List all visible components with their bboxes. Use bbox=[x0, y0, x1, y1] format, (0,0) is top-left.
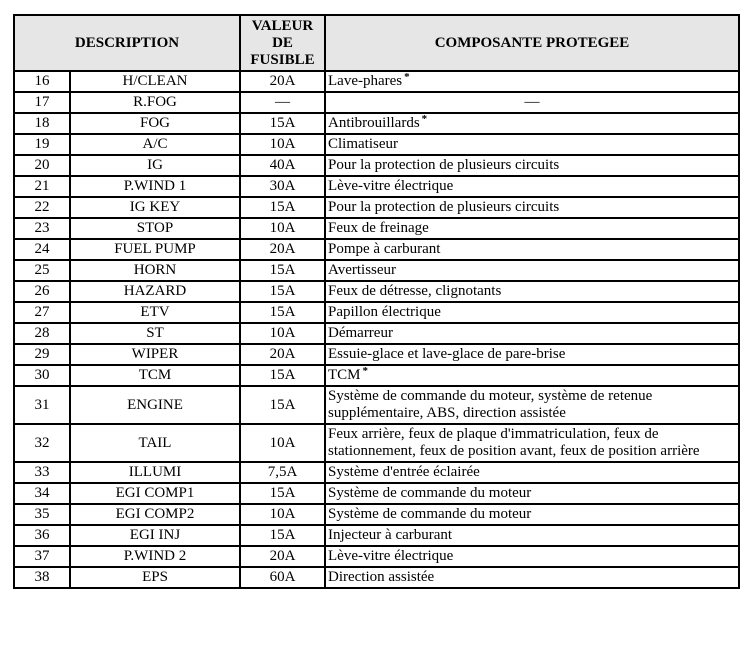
fuse-name: STOP bbox=[70, 218, 240, 239]
fuse-value: 20A bbox=[240, 239, 325, 260]
table-row bbox=[14, 92, 739, 113]
fuse-number: 38 bbox=[14, 567, 70, 588]
fuse-value: 20A bbox=[240, 71, 325, 92]
header-protected-component: COMPOSANTE PROTEGEE bbox=[325, 15, 739, 71]
fuse-number: 31 bbox=[14, 386, 70, 424]
fuse-value: 10A bbox=[240, 134, 325, 155]
table-row bbox=[14, 281, 739, 302]
protected-component bbox=[325, 504, 739, 525]
fuse-name: IG bbox=[70, 155, 240, 176]
protected-component bbox=[325, 546, 739, 567]
fuse-name: H/CLEAN bbox=[70, 71, 240, 92]
protected-component bbox=[325, 462, 739, 483]
fuse-name: FOG bbox=[70, 113, 240, 134]
protected-component-text: Système d'entrée éclairée bbox=[328, 464, 480, 480]
protected-component-text: Feux arrière, feux de plaque d'immatriculation, feux de stationnement, feux de position avant, feux de position arrière bbox=[328, 426, 700, 459]
fuse-number: 24 bbox=[14, 239, 70, 260]
protected-component-text: — bbox=[524, 94, 540, 110]
table-row bbox=[14, 525, 739, 546]
fuse-value: 40A bbox=[240, 155, 325, 176]
protected-component bbox=[325, 344, 739, 365]
protected-component-text: Injecteur à carburant bbox=[328, 527, 453, 543]
fuse-number: 18 bbox=[14, 113, 70, 134]
protected-component bbox=[325, 483, 739, 504]
protected-component-text: Climatiseur bbox=[328, 136, 398, 152]
fuse-value: 10A bbox=[240, 218, 325, 239]
protected-component-text: Système de commande du moteur bbox=[328, 485, 532, 501]
table-row bbox=[14, 424, 739, 462]
protected-component bbox=[325, 218, 739, 239]
protected-component-text: Antibrouillards bbox=[328, 115, 420, 131]
fuse-name: EGI COMP2 bbox=[70, 504, 240, 525]
protected-component bbox=[325, 239, 739, 260]
table-row bbox=[14, 176, 739, 197]
table-row bbox=[14, 134, 739, 155]
fuse-name: TAIL bbox=[70, 424, 240, 462]
protected-component bbox=[325, 386, 739, 424]
protected-component-text: Pour la protection de plusieurs circuits bbox=[328, 199, 560, 215]
protected-component bbox=[325, 155, 739, 176]
fuse-value: 15A bbox=[240, 386, 325, 424]
protected-component bbox=[325, 365, 739, 386]
protected-component-text: Papillon électrique bbox=[328, 304, 441, 320]
fuse-value: 30A bbox=[240, 176, 325, 197]
table-header bbox=[14, 15, 739, 71]
fuse-value: 15A bbox=[240, 113, 325, 134]
fuse-value: 10A bbox=[240, 323, 325, 344]
fuse-number: 30 bbox=[14, 365, 70, 386]
footnote-asterisk: * bbox=[421, 113, 428, 125]
protected-component bbox=[325, 323, 739, 344]
protected-component-text: Direction assistée bbox=[328, 569, 435, 585]
fuse-number: 26 bbox=[14, 281, 70, 302]
fuse-number: 16 bbox=[14, 71, 70, 92]
protected-component-text: Lève-vitre électrique bbox=[328, 178, 454, 194]
fuse-value: 15A bbox=[240, 365, 325, 386]
protected-component-text: Lève-vitre électrique bbox=[328, 548, 454, 564]
table-row bbox=[14, 239, 739, 260]
fuse-name: WIPER bbox=[70, 344, 240, 365]
fuse-number: 17 bbox=[14, 92, 70, 113]
protected-component bbox=[325, 71, 739, 92]
protected-component-text: Système de commande du moteur, système de retenue supplémentaire, ABS, direction assistée bbox=[328, 388, 653, 421]
table-row bbox=[14, 546, 739, 567]
fuse-value: 7,5A bbox=[240, 462, 325, 483]
header-description: DESCRIPTION bbox=[14, 15, 240, 71]
fuse-value: 15A bbox=[240, 525, 325, 546]
fuse-name: EGI COMP1 bbox=[70, 483, 240, 504]
fuse-number: 23 bbox=[14, 218, 70, 239]
fuse-value: 15A bbox=[240, 260, 325, 281]
fuse-number: 37 bbox=[14, 546, 70, 567]
fuse-value: 20A bbox=[240, 546, 325, 567]
fuse-name: ILLUMI bbox=[70, 462, 240, 483]
table-row bbox=[14, 504, 739, 525]
protected-component-text: Avertisseur bbox=[328, 262, 397, 278]
fuse-number: 21 bbox=[14, 176, 70, 197]
protected-component-text: Système de commande du moteur bbox=[328, 506, 532, 522]
protected-component bbox=[325, 260, 739, 281]
fuse-value: 20A bbox=[240, 344, 325, 365]
protected-component bbox=[325, 197, 739, 218]
table-row bbox=[14, 302, 739, 323]
fuse-name: ENGINE bbox=[70, 386, 240, 424]
fuse-number: 25 bbox=[14, 260, 70, 281]
header-fuse-value-line: DE bbox=[272, 34, 293, 51]
table-row bbox=[14, 260, 739, 281]
protected-component-text: Feux de freinage bbox=[328, 220, 429, 236]
fuse-value: 15A bbox=[240, 281, 325, 302]
fuse-name: FUEL PUMP bbox=[70, 239, 240, 260]
table-row bbox=[14, 113, 739, 134]
fuse-name: ETV bbox=[70, 302, 240, 323]
table-row bbox=[14, 344, 739, 365]
fuse-name: P.WIND 1 bbox=[70, 176, 240, 197]
protected-component-text: Essuie-glace et lave-glace de pare-brise bbox=[328, 346, 566, 362]
fuse-name: HAZARD bbox=[70, 281, 240, 302]
fuse-name: ST bbox=[70, 323, 240, 344]
fuse-value: 15A bbox=[240, 197, 325, 218]
table-row bbox=[14, 483, 739, 504]
protected-component bbox=[325, 281, 739, 302]
fuse-value: 15A bbox=[240, 302, 325, 323]
fuse-name: R.FOG bbox=[70, 92, 240, 113]
fuse-value: 10A bbox=[240, 424, 325, 462]
protected-component bbox=[325, 424, 739, 462]
fuse-number: 33 bbox=[14, 462, 70, 483]
fuse-number: 34 bbox=[14, 483, 70, 504]
fuse-value: 15A bbox=[240, 483, 325, 504]
fuse-number: 22 bbox=[14, 197, 70, 218]
fuse-number: 32 bbox=[14, 424, 70, 462]
fuse-name: EPS bbox=[70, 567, 240, 588]
table-body bbox=[14, 71, 739, 588]
fuse-number: 36 bbox=[14, 525, 70, 546]
fuse-value: — bbox=[240, 92, 325, 113]
footnote-asterisk: * bbox=[362, 365, 369, 377]
protected-component bbox=[325, 567, 739, 588]
protected-component bbox=[325, 525, 739, 546]
protected-component bbox=[325, 134, 739, 155]
footnote-asterisk: * bbox=[404, 71, 410, 83]
table-row bbox=[14, 155, 739, 176]
table-row bbox=[14, 462, 739, 483]
header-row bbox=[14, 15, 739, 71]
table-row bbox=[14, 567, 739, 588]
table-row bbox=[14, 323, 739, 344]
protected-component-text: TCM bbox=[328, 367, 361, 383]
fuse-name: HORN bbox=[70, 260, 240, 281]
table-row bbox=[14, 365, 739, 386]
protected-component-text: Pour la protection de plusieurs circuits bbox=[328, 157, 560, 173]
fuse-value: 10A bbox=[240, 504, 325, 525]
protected-component-text: Démarreur bbox=[328, 325, 393, 341]
header-fuse-value bbox=[240, 15, 325, 71]
fuse-table bbox=[13, 14, 740, 589]
protected-component bbox=[325, 302, 739, 323]
fuse-number: 29 bbox=[14, 344, 70, 365]
protected-component-text: Pompe à carburant bbox=[328, 241, 441, 257]
protected-component bbox=[325, 92, 739, 113]
fuse-name: A/C bbox=[70, 134, 240, 155]
header-fuse-value-line: VALEUR bbox=[251, 17, 314, 34]
protected-component bbox=[325, 113, 739, 134]
table-row bbox=[14, 218, 739, 239]
protected-component-text: Lave-phares bbox=[328, 73, 403, 89]
protected-component bbox=[325, 176, 739, 197]
fuse-name: P.WIND 2 bbox=[70, 546, 240, 567]
protected-component-text: Feux de détresse, clignotants bbox=[328, 283, 502, 299]
fuse-name: TCM bbox=[70, 365, 240, 386]
table-row bbox=[14, 71, 739, 92]
fuse-number: 27 bbox=[14, 302, 70, 323]
fuse-number: 35 bbox=[14, 504, 70, 525]
table-row bbox=[14, 197, 739, 218]
fuse-value: 60A bbox=[240, 567, 325, 588]
fuse-number: 19 bbox=[14, 134, 70, 155]
table-row bbox=[14, 386, 739, 424]
fuse-name: IG KEY bbox=[70, 197, 240, 218]
fuse-name: EGI INJ bbox=[70, 525, 240, 546]
fuse-number: 20 bbox=[14, 155, 70, 176]
fuse-number: 28 bbox=[14, 323, 70, 344]
header-fuse-value-line: FUSIBLE bbox=[250, 51, 315, 68]
